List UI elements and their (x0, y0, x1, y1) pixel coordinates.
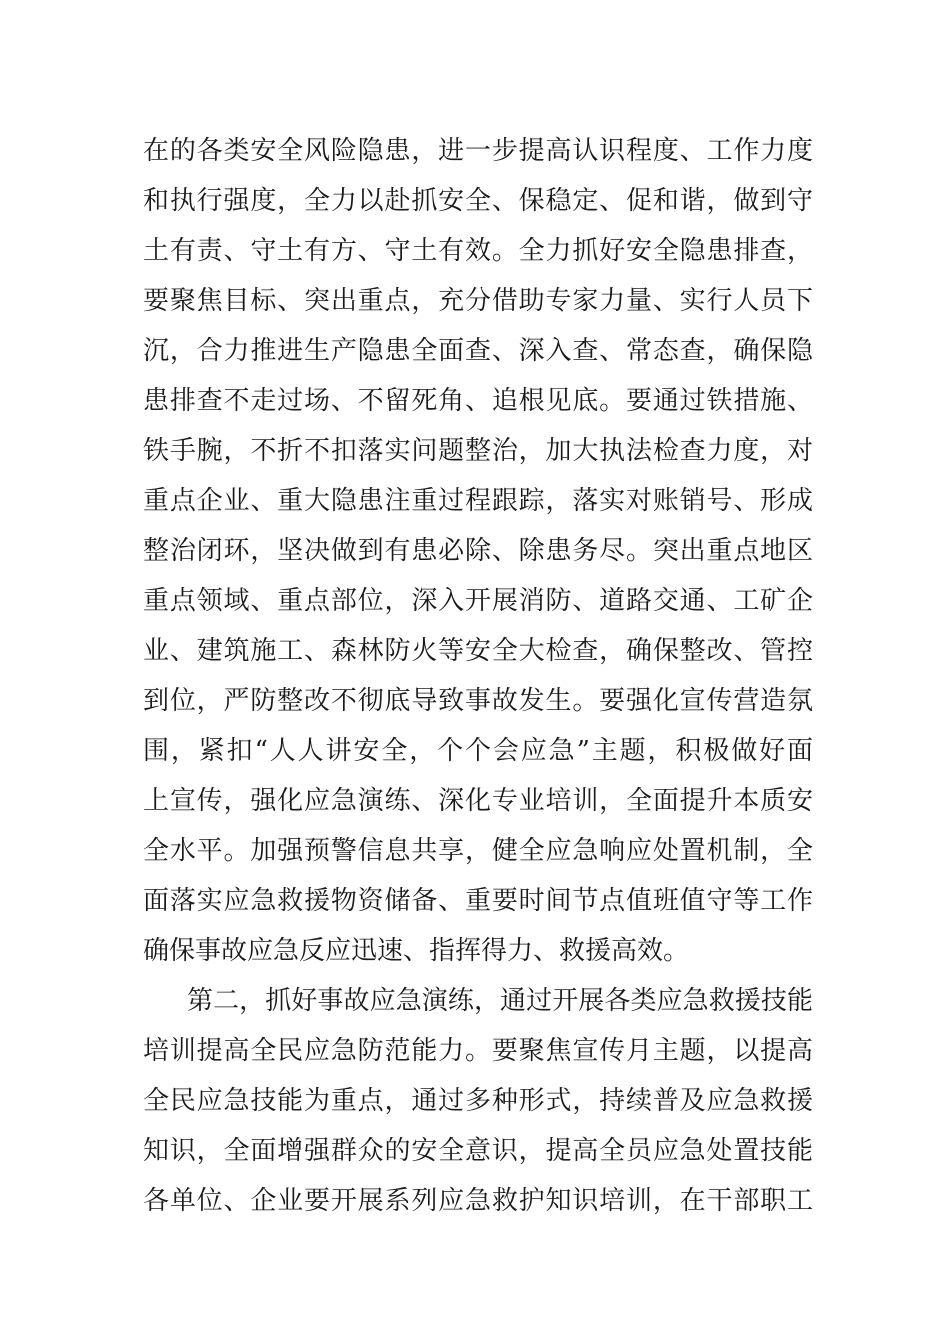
text-line: 铁手腕，不折不扣落实问题整治，加大执法检查力度，对 (143, 436, 813, 466)
text-line: 上宣传，强化应急演练、深化专业培训，全面提升本质安 (143, 786, 813, 816)
text-line: 全水平。加强预警信息共享，健全应急响应处置机制，全 (143, 836, 813, 866)
text-line: 面落实应急救援物资储备、重要时间节点值班值守等工作 (143, 886, 813, 916)
text-line: 重点领域、重点部位，深入开展消防、道路交通、工矿企 (143, 586, 813, 616)
text-line: 各单位、企业要开展系列应急救护知识培训，在干部职工 (143, 1186, 813, 1216)
text-line: 培训提高全民应急防范能力。要聚焦宣传月主题，以提高 (143, 1036, 813, 1066)
text-line: 围，紧扣“人人讲安全，个个会应急”主题，积极做好面 (143, 736, 813, 766)
text-line: 重点企业、重大隐患注重过程跟踪，落实对账销号、形成 (143, 486, 813, 516)
text-line: 土有责、守土有方、守土有效。全力抓好安全隐患排查， (143, 236, 813, 266)
text-line-paragraph-start: 第二，抓好事故应急演练，通过开展各类应急救援技能 (187, 986, 813, 1016)
text-line: 要聚焦目标、突出重点，充分借助专家力量、实行人员下 (143, 286, 813, 316)
text-line-paragraph-end: 确保事故应急反应迅速、指挥得力、救援高效。 (143, 936, 690, 966)
text-line: 沉，合力推进生产隐患全面查、深入查、常态查，确保隐 (143, 336, 813, 366)
text-line: 患排查不走过场、不留死角、追根见底。要通过铁措施、 (143, 386, 813, 416)
text-line: 到位，严防整改不彻底导致事故发生。要强化宣传营造氛 (143, 686, 813, 716)
text-line: 整治闭环，坚决做到有患必除、除患务尽。突出重点地区 (143, 536, 813, 566)
body-text (143, 126, 813, 1226)
text-line: 在的各类安全风险隐患，进一步提高认识程度、工作力度 (143, 136, 813, 166)
text-line: 业、建筑施工、森林防火等安全大检查，确保整改、管控 (143, 636, 813, 666)
text-line: 全民应急技能为重点，通过多种形式，持续普及应急救援 (143, 1086, 813, 1116)
text-line: 和执行强度，全力以赴抓安全、保稳定、促和谐，做到守 (143, 186, 813, 216)
text-line: 知识，全面增强群众的安全意识，提高全员应急处置技能 (143, 1136, 813, 1166)
